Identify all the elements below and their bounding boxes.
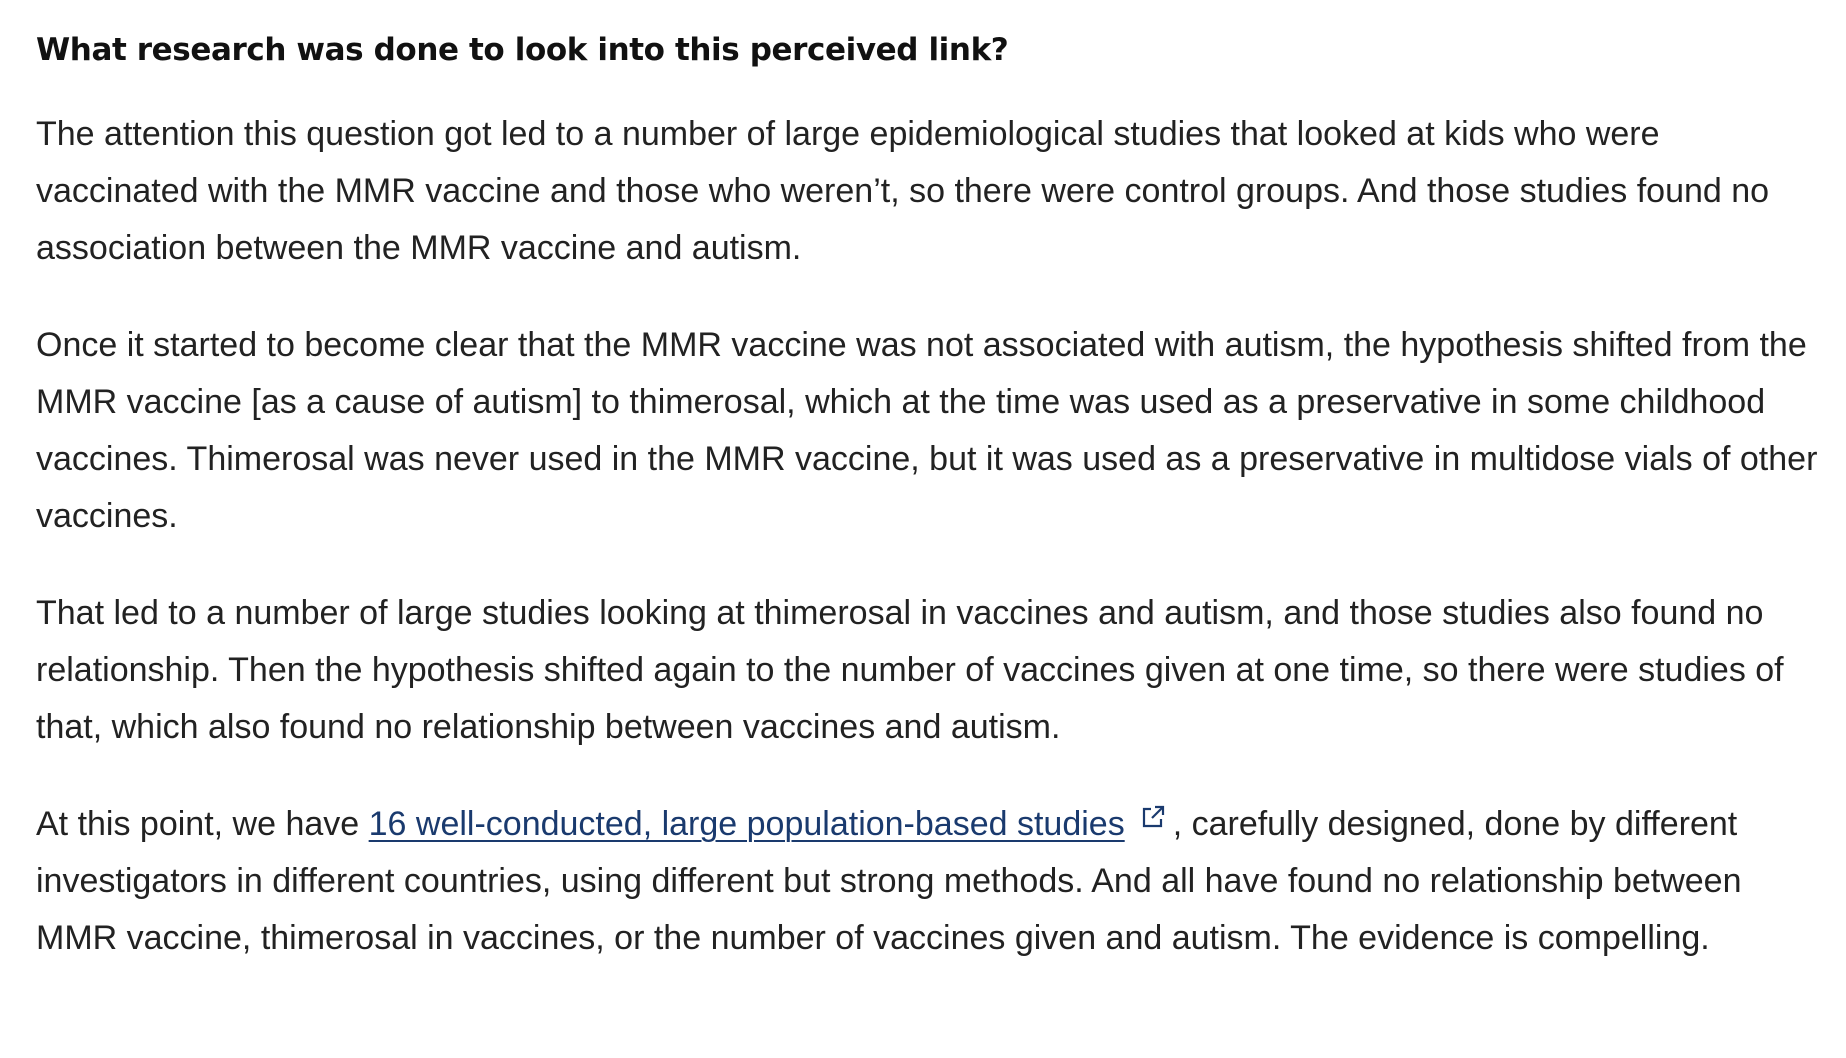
paragraph-text-after-link: , carefully designed, done by different investigators in different countries, using different but strong methods. And all have found no relationship between MMR vaccine, thimerosal in vaccines, or the number of vaccines given and autism. The evidence is compelling. bbox=[36, 805, 1742, 957]
paragraph-vaccine-count-studies: That led to a number of large studies looking at thimerosal in vaccines and autism, and those studies also found no relationship. Then the hypothesis shifted again to the number of vaccines given at one time, so there were studies of that, which also found no relationship between vaccines and autism. bbox=[36, 594, 1784, 746]
article-body bbox=[36, 24, 1826, 1007]
paragraph-thimerosal-hypothesis: Once it started to become clear that the MMR vaccine was not associated with autism, the hypothesis shifted from the MMR vaccine [as a cause of autism] to thimerosal, which at the time was used as a preservative in some childhood vaccines. Thimerosal was never used in the MMR vaccine, but it was used as a preservative in multidose vials of other vaccines. bbox=[36, 326, 1818, 535]
paragraph-epidemiological-studies: The attention this question got led to a number of large epidemiological studies that looked at kids who were vaccinated with the MMR vaccine and those who weren’t, so there were control groups. And those studies found no association between the MMR vaccine and autism. bbox=[36, 115, 1770, 267]
section-heading: What research was done to look into this perceived link? bbox=[36, 32, 1009, 68]
paragraph-evidence-summary bbox=[36, 796, 1826, 967]
population-studies-link[interactable]: 16 well-conducted, large population-based studies bbox=[368, 805, 1125, 843]
external-link-icon[interactable] bbox=[1139, 803, 1167, 831]
paragraph-text-before-link: At this point, we have bbox=[36, 805, 369, 843]
